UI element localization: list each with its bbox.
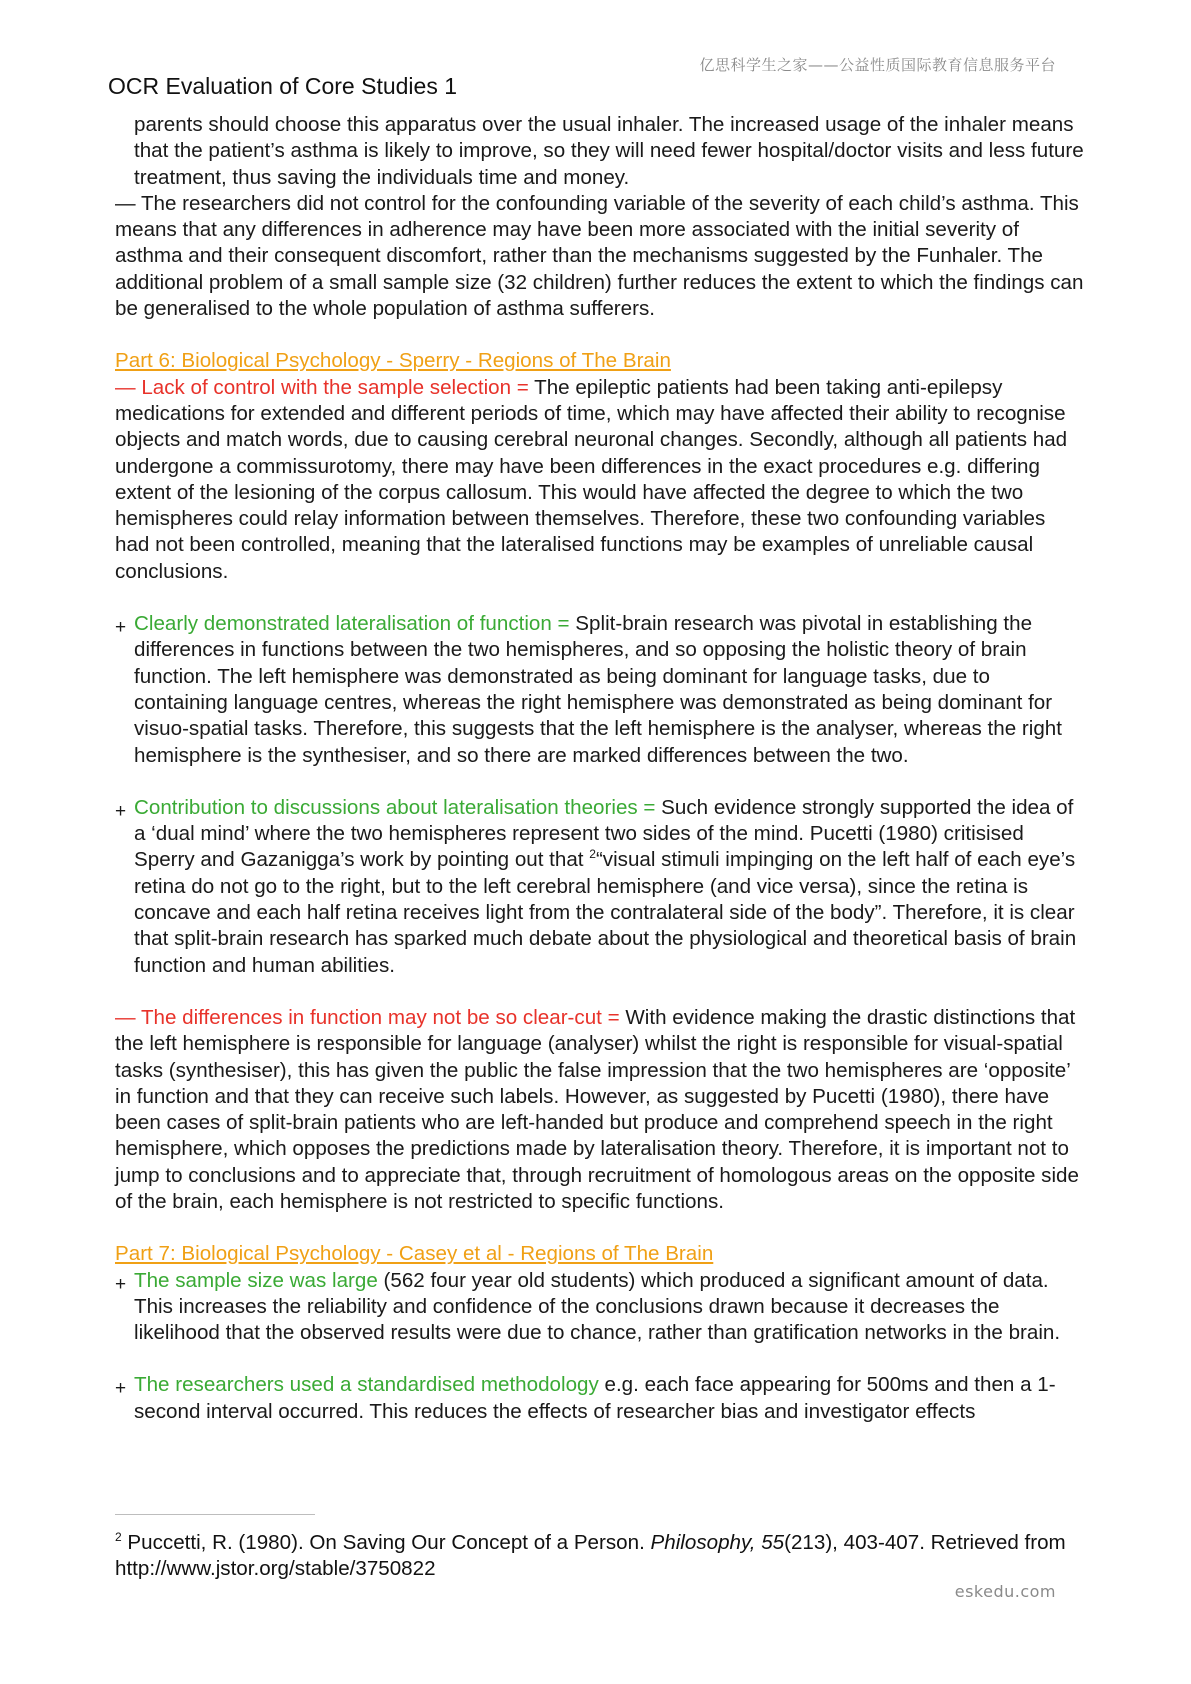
plus-sign: +: [115, 1378, 127, 1400]
part6-heading-text: Part 6: Biological Psychology - Sperry - Regions of The Brain: [115, 349, 671, 373]
spacer: [115, 585, 1085, 611]
footnote-text-a: Puccetti, R. (1980). On Saving Our Concept of a Person.: [121, 1531, 651, 1554]
footnote-reference: 2: [589, 847, 596, 862]
footnote-number: 2: [115, 1530, 122, 1545]
spacer: [115, 1346, 1085, 1372]
part6-positive-point-1: [115, 611, 1085, 769]
part6-neg2-label: — The differences in function may not be so clear-cut =: [115, 1005, 620, 1029]
footnote-journal: Philosophy, 55: [650, 1531, 785, 1554]
part7-heading-text: Part 7: Biological Psychology - Casey et al - Regions of The Brain: [115, 1242, 714, 1266]
part6-negative-point-1: [115, 375, 1085, 585]
spacer: [115, 322, 1085, 348]
part7-pos2-label: The researchers used a standardised methodology: [134, 1373, 599, 1397]
part6-negative-point-2: [115, 1005, 1085, 1215]
footnote-divider: [115, 1514, 315, 1515]
plus-sign: +: [115, 1273, 127, 1295]
part6-neg2-text: With evidence making the drastic distinctions that the left hemisphere is responsible for language (analyser) whilst the right is responsible for visual-spatial tasks (synthesiser), this has given the public the false impression that the two hemispheres are ‘opposite’ in function and that they can receive such labels. However, as suggested by Pucetti (1980), there have been cases of split-brain patients who are left-handed but produce and comprehend speech in the right hemisphere, which opposes the predictions made by lateralisation theory. Therefore, it is important not to jump to conclusions and to appreciate that, through recruitment of homologous areas on the opposite side of the brain, each hemisphere is not restricted to specific functions.: [115, 1005, 1079, 1213]
part7-positive-point-2: [115, 1372, 1085, 1425]
part6-pos1-label: Clearly demonstrated lateralisation of function =: [134, 612, 570, 636]
document-title: OCR Evaluation of Core Studies 1: [108, 73, 458, 99]
footnote: [115, 1530, 1075, 1582]
continued-paragraph: parents should choose this apparatus over the usual inhaler. The increased usage of the inhaler means that the patient’s asthma is likely to improve, so they will need fewer hospital/doctor visits and less future treatment, thus saving the individuals time and money.: [134, 113, 1084, 189]
part6-positive-point-2: [115, 795, 1085, 979]
spacer: [115, 769, 1085, 795]
part6-pos2-text-a: Such evidence strongly supported the idea of a ‘dual mind’ where the two hemispheres represent two sides of the mind. Pucetti (1980) critisised Sperry and Gazanigga’s work by pointing out that: [134, 795, 1074, 872]
part6-pos1-text: Split-brain research was pivotal in establishing the differences in functions between the two hemispheres, and so opposing the holistic theory of brain function. The left hemisphere was demonstrated as being dominant for language tasks, due to containing language centres, whereas the right hemisphere was demonstrated as being dominant for visuo-spatial tasks. Therefore, this suggests that the left hemisphere is the analyser, whereas the right hemisphere is the synthesiser, and so there are marked differences between the two.: [134, 612, 1062, 767]
part6-heading: [115, 348, 1085, 374]
part6-pos2-label: Contribution to discussions about lateralisation theories =: [134, 795, 656, 819]
plus-sign: +: [115, 800, 127, 822]
part7-pos1-label: The sample size was large: [134, 1268, 378, 1292]
part7-pos1-text: (562 four year old students) which produced a significant amount of data. This increases the reliability and confidence of the conclusions drawn because it decreases the likelihood that the observed results were due to chance, rather than gratification networks in the brain.: [134, 1268, 1061, 1345]
watermark-top: 亿思科学生之家——公益性质国际教育信息服务平台: [699, 56, 1056, 74]
part7-pos2-text: e.g. each face appearing for 500ms and then a 1-second interval occurred. This reduces the effects of researcher bias and investigator effects: [134, 1373, 1056, 1423]
part7-heading: [115, 1241, 1085, 1267]
watermark-bottom: eskedu.com: [954, 1582, 1056, 1601]
part6-pos2-text-b: “visual stimuli impinging on the left half of each eye’s retina do not go to the right, but to the left cerebral hemisphere (and vice versa), since the retina is concave and each half retina receives light from the contralateral side of the body”. Therefore, it is clear that split-brain research has sparked much debate about the physiological and theoretical basis of brain function and human abilities.: [134, 848, 1077, 977]
part6-neg1-text: The epileptic patients had been taking anti-epilepsy medications for extended and different periods of time, which may have affected their ability to recognise objects and match words, due to causing cerebral neuronal changes. Secondly, although all patients had undergone a commissurotomy, there may have been differences in the exact procedures e.g. differing extent of the lesioning of the corpus callosum. This would have affected the degree to which the two hemispheres could relay information between themselves. Therefore, these two confounding variables had not been controlled, meaning that the lateralised functions may be examples of unreliable causal conclusions.: [115, 375, 1068, 583]
spacer: [115, 1215, 1085, 1241]
funhaler-evaluation-negative: — The researchers did not control for the confounding variable of the severity of each child’s asthma. This means that any differences in adherence may have been more associated with the initial severity of asthma and their consequent discomfort, rather than the mechanisms suggested by the Funhaler. The additional problem of a small sample size (32 children) further reduces the extent to which the findings can be generalised to the whole population of asthma sufferers.: [115, 191, 1084, 321]
part6-neg1-label: — Lack of control with the sample selection =: [115, 375, 529, 399]
footnote-text-b: (213), 403-407. Retrieved from http://www.jstor.org/stable/3750822: [115, 1531, 1066, 1580]
spacer: [115, 979, 1085, 1005]
part7-positive-point-1: [115, 1268, 1085, 1347]
document-body: [115, 112, 1085, 1425]
plus-sign: +: [115, 617, 127, 639]
